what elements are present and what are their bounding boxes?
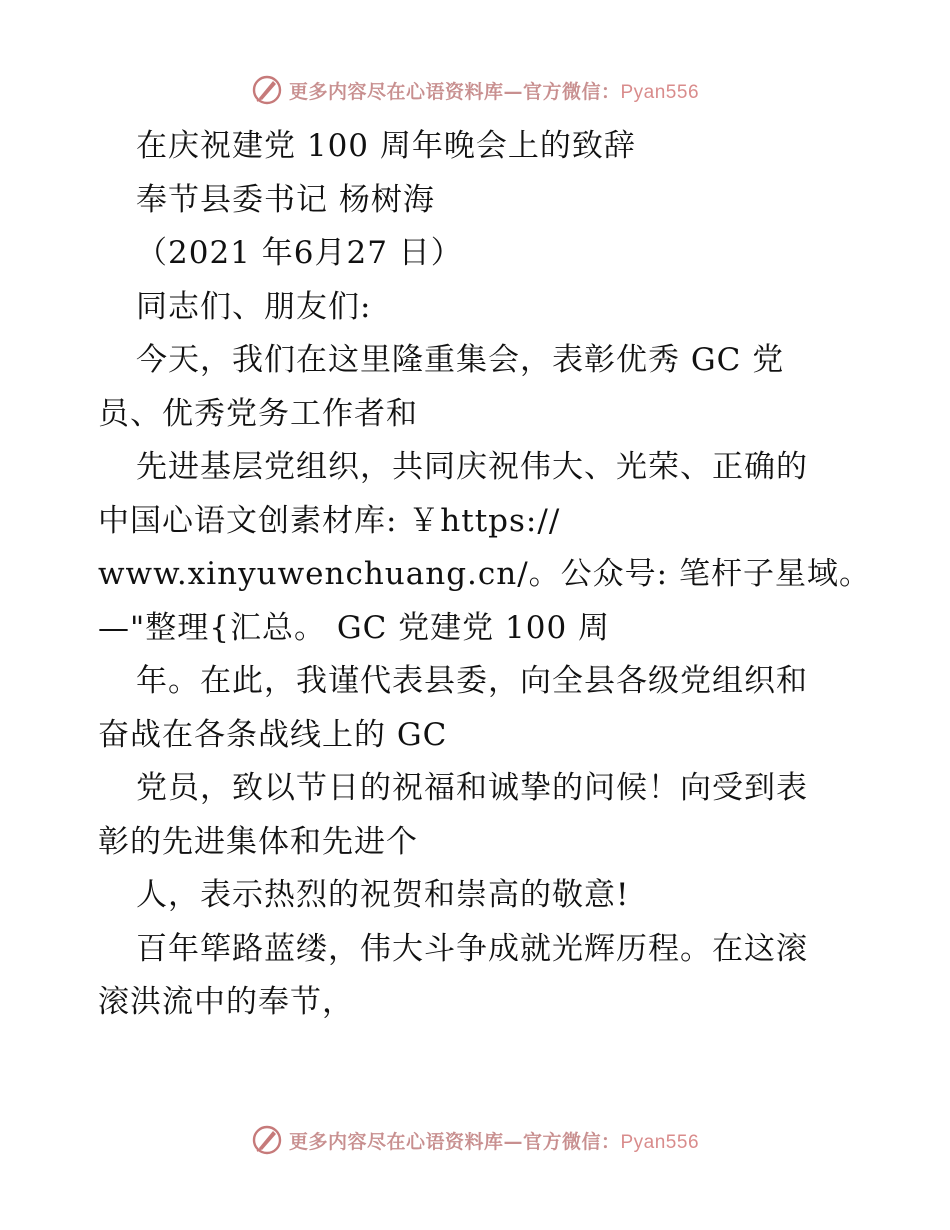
paragraph-line: 奉节县委书记 杨树海 [136,181,435,218]
footer-watermark [0,1120,950,1160]
watermark-official: 官方微信： [522,1130,621,1153]
watermark-brand: 更多内容尽在心语资料库 [288,1130,504,1153]
document-body [98,120,871,1030]
paragraph-line: 奋战在各条战线上的 GC [98,716,448,753]
paragraph-line: 在庆祝建党 100 周年晚会上的致辞 [136,128,636,164]
watermark-separator: — [503,1130,523,1153]
paragraph-line: 今天，我们在这里隆重集会，表彰优秀 GC 党 [136,342,785,378]
watermark-brand: 更多内容尽在心语资料库 [288,80,504,103]
watermark-separator: — [503,80,523,103]
paragraph-line: 百年筚路蓝缕，伟大斗争成就光辉历程。在这滚 [136,930,808,967]
header-watermark [0,70,950,110]
watermark-wechat-id: Pyan556 [620,81,700,103]
watermark-text [289,77,699,104]
paragraph-line: 党员，致以节日的祝福和诚挚的问候！向受到表 [136,770,808,806]
paragraph-line: （2021 年6月27 日） [136,235,463,271]
paragraph-line: 彰的先进集体和先进个 [98,823,418,860]
paragraph-line: 年。在此，我谨代表县委，向全县各级党组织和 [136,663,808,699]
paragraph-line: www.xinyuwenchuang.cn/。公众号: 笔杆子星域。 [98,556,871,592]
quill-pen-logo-icon [251,1124,283,1156]
paragraph-line: 同志们、朋友们: [136,288,372,325]
paragraph-line: 人，表示热烈的祝贺和崇高的敬意! [136,877,630,913]
paragraph-line: 中国心语文创素材库: ￥https:// [98,502,561,539]
watermark-text [289,1127,699,1154]
watermark-official: 官方微信： [522,80,621,103]
paragraph-line: 员、优秀党务工作者和 [98,395,418,432]
paragraph-line: —"整理{汇总。 GC 党建党 100 周 [98,609,611,646]
watermark-wechat-id: Pyan556 [620,1131,700,1153]
paragraph-line: 先进基层党组织，共同庆祝伟大、光荣、正确的 [136,449,808,485]
paragraph-line: 滚洪流中的奉节， [98,984,354,1020]
quill-pen-logo-icon [251,74,283,106]
